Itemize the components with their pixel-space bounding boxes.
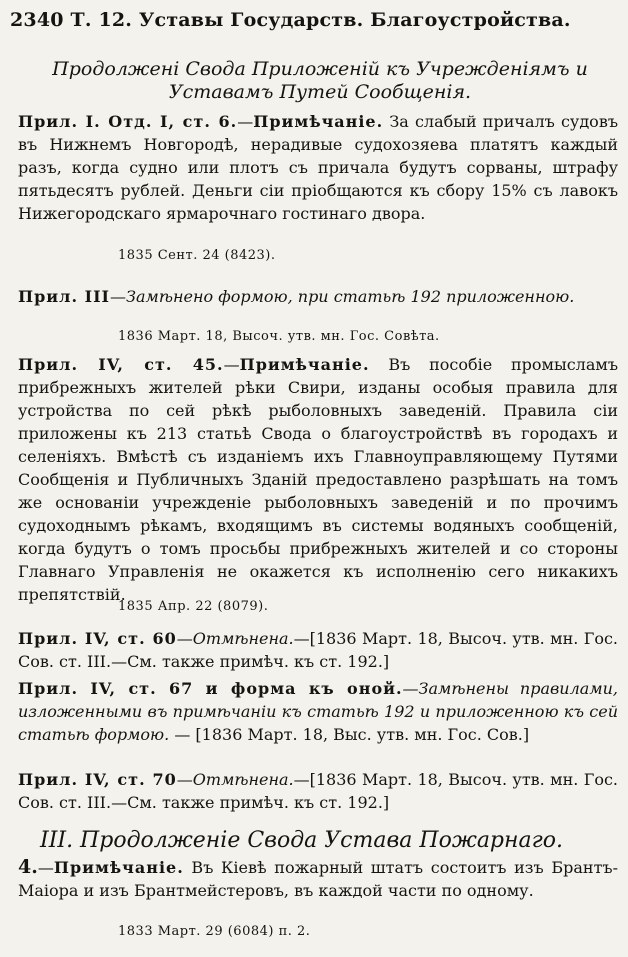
entry-reference: Прил. IV, ст. 67 и форма къ оной.: [18, 679, 403, 698]
subtitle-line-1: Продолжені Свода Приложеній къ Учрежденіямъ и: [52, 58, 588, 80]
entry-text: —[1836 Март. 18, Высоч. утв. мн. Гос. Сов. ст. III.—См. также примѣч. къ ст. 192.]: [18, 770, 618, 812]
entry-date: 1836 Март. 18, Высоч. утв. мн. Гос. Совѣта.: [118, 329, 440, 344]
entry-reference: Прил. IV, ст. 70: [18, 770, 177, 789]
entry-text: — [1836 Март. 18, Выс. утв. мн. Гос. Сов.]: [169, 725, 530, 744]
entry-pril-4-45: [18, 353, 618, 606]
entry-pril-3: [18, 285, 618, 308]
entry-number: 4.: [18, 856, 38, 878]
entry-date: 1835 Сент. 24 (8423).: [118, 248, 276, 263]
entry-italic-text: —Замѣнено формою, при статьѣ 192 приложенною.: [110, 287, 575, 306]
entry-reference: Прил. IV, ст. 45.: [18, 355, 224, 374]
subtitle-line-2: Уставамъ Путей Сообщенія.: [168, 81, 472, 103]
entry-italic-text: —Отмѣнена.: [176, 629, 294, 648]
entry-pril-4-60: [18, 627, 618, 673]
note-label: Примѣчаніе.: [53, 858, 184, 877]
entry-pril-4-70: [18, 768, 618, 814]
entry-italic-text: —Замѣнены правилами, изложенными въ примѣчаніи къ статьѣ 192 и приложенною къ сей статьѣ формою.: [18, 679, 618, 744]
entry-date: 1835 Апр. 22 (8079).: [118, 599, 269, 614]
entry-italic-text: —Отмѣнена.: [176, 770, 294, 789]
note-label: Примѣчаніе.: [239, 355, 370, 374]
entry-reference: Прил. I. Отд. I, ст. 6.: [18, 112, 238, 131]
entry-reference: Прил. IV, ст. 60: [18, 629, 177, 648]
entry-text: Въ пособіе промысламъ прибрежныхъ жителей рѣки Свири, изданы особыя правила для устройства по сей рѣкѣ рыболовныхъ заведеній. Правила сіи приложены къ 213 статьѣ Свода о благоустройствѣ въ городахъ и селеніяхъ. Вмѣстѣ съ изданіемъ ихъ Главноуправляющему Путями Сообщенія и Публичныхъ Зданій предоставлено разрѣшать на томъ же основаніи учрежденіе рыболовныхъ заведеній и по прочимъ судоходнымъ рѣкамъ, входящимъ въ системы водяныхъ сообщеній, когда будутъ о томъ просьбы прибрежныхъ жителей и со стороны Главнаго Управленія не окажется къ исполненію сего никакихъ препятствій.: [18, 355, 619, 604]
entry-fire-4: [18, 856, 618, 902]
entry-text: —[1836 Март. 18, Высоч. утв. мн. Гос. Сов. ст. III.—См. также примѣч. къ ст. 192.]: [18, 629, 618, 671]
note-label: Примѣчаніе.: [253, 112, 384, 131]
entry-pril-1: [18, 110, 618, 225]
entry-dash: —: [223, 355, 240, 374]
entry-text: За слабый причалъ судовъ въ Нижнемъ Новгородѣ, нерадивые судохозяева платятъ каждый разъ, когда судно или плотъ съ причала будутъ сорваны, штрафу пятьдесятъ рублей. Деньги сіи пріобщаются къ сбору 15% съ лавокъ Нижегородскаго ярмарочнаго гостинаго двора.: [18, 112, 619, 223]
entry-pril-4-67: [18, 677, 618, 746]
section-heading: III. Продолженіе Свода Устава Пожарнаго.: [40, 828, 563, 853]
entry-reference: Прил. III: [18, 287, 111, 306]
entry-dash: —: [237, 112, 254, 131]
entry-text: Въ Кіевѣ пожарный штатъ состоитъ изъ Брантъ-Маіора и изъ Брантмейстеровъ, въ каждой части по одному.: [18, 858, 618, 900]
section-subtitle: [20, 58, 620, 104]
entry-date: 1833 Март. 29 (6084) п. 2.: [118, 924, 311, 939]
running-header: 2340 Т. 12. Уставы Государств. Благоустройства.: [10, 9, 571, 31]
entry-dash: —: [37, 858, 54, 877]
